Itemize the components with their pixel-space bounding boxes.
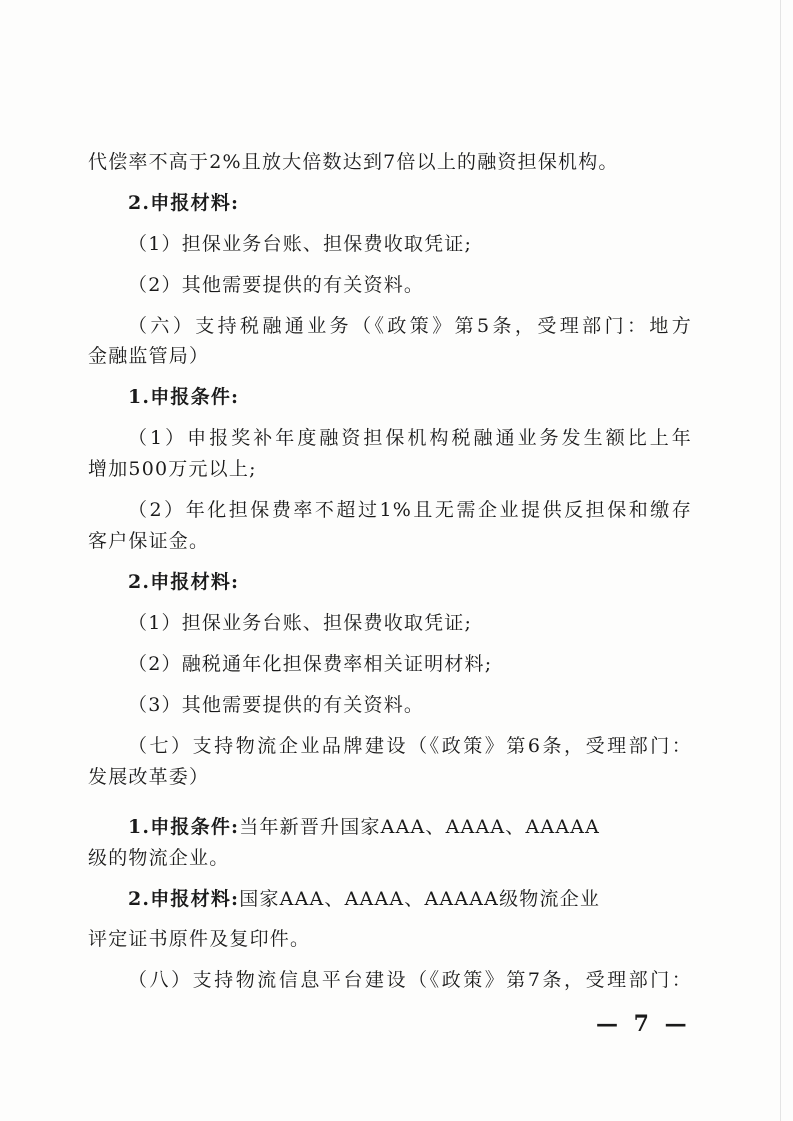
heading-materials-1: 2.申报材料: <box>128 192 240 214</box>
heading-materials-3: 2.申报材料: <box>128 888 240 910</box>
text-line-9: 增加500万元以上; <box>88 458 257 480</box>
page-edge-line <box>780 0 781 1121</box>
section-eight-heading: （八）支持物流信息平台建设（《政策》第7条，受理部门： <box>128 969 692 991</box>
text-line-20 <box>128 887 748 911</box>
text-line-8: （1）申报奖补年度融资担保机构税融通业务发生额比上年 <box>128 427 692 449</box>
text-line-1: 代偿率不高于2%且放大倍数达到7倍以上的融资担保机构。 <box>88 151 619 173</box>
section-seven-heading-cont: 发展改革委） <box>88 766 210 788</box>
text-line-4: （2）其他需要提供的有关资料。 <box>128 274 425 296</box>
conditions-text: 当年新晋升国家AAA、AAAA、AAAAA <box>239 816 601 838</box>
section-seven-heading: （七）支持物流企业品牌建设（《政策》第6条，受理部门： <box>128 735 692 757</box>
section-six-heading: （六）支持税融通业务（《政策》第5条，受理部门：地方 <box>128 315 692 337</box>
text-line-13: （1）担保业务台账、担保费收取凭证; <box>128 612 473 634</box>
heading-materials-2: 2.申报材料: <box>128 571 240 593</box>
heading-conditions-1: 1.申报条件: <box>128 386 240 408</box>
heading-conditions-2: 1.申报条件: <box>128 816 240 838</box>
text-line-19: 级的物流企业。 <box>88 847 230 869</box>
text-line-3: （1）担保业务台账、担保费收取凭证; <box>128 233 473 255</box>
page-number: — 7 — <box>596 1011 691 1037</box>
text-line-10: （2）年化担保费率不超过1%且无需企业提供反担保和缴存 <box>128 499 692 521</box>
text-line-21: 评定证书原件及复印件。 <box>88 928 311 950</box>
materials-text: 国家AAA、AAAA、AAAAA级物流企业 <box>239 888 601 910</box>
text-line-15: （3）其他需要提供的有关资料。 <box>128 694 425 716</box>
text-line-11: 客户保证金。 <box>88 530 210 552</box>
text-line-14: （2）融税通年化担保费率相关证明材料; <box>128 653 493 675</box>
section-six-heading-cont: 金融监管局） <box>88 345 210 367</box>
text-line-18 <box>128 815 748 839</box>
